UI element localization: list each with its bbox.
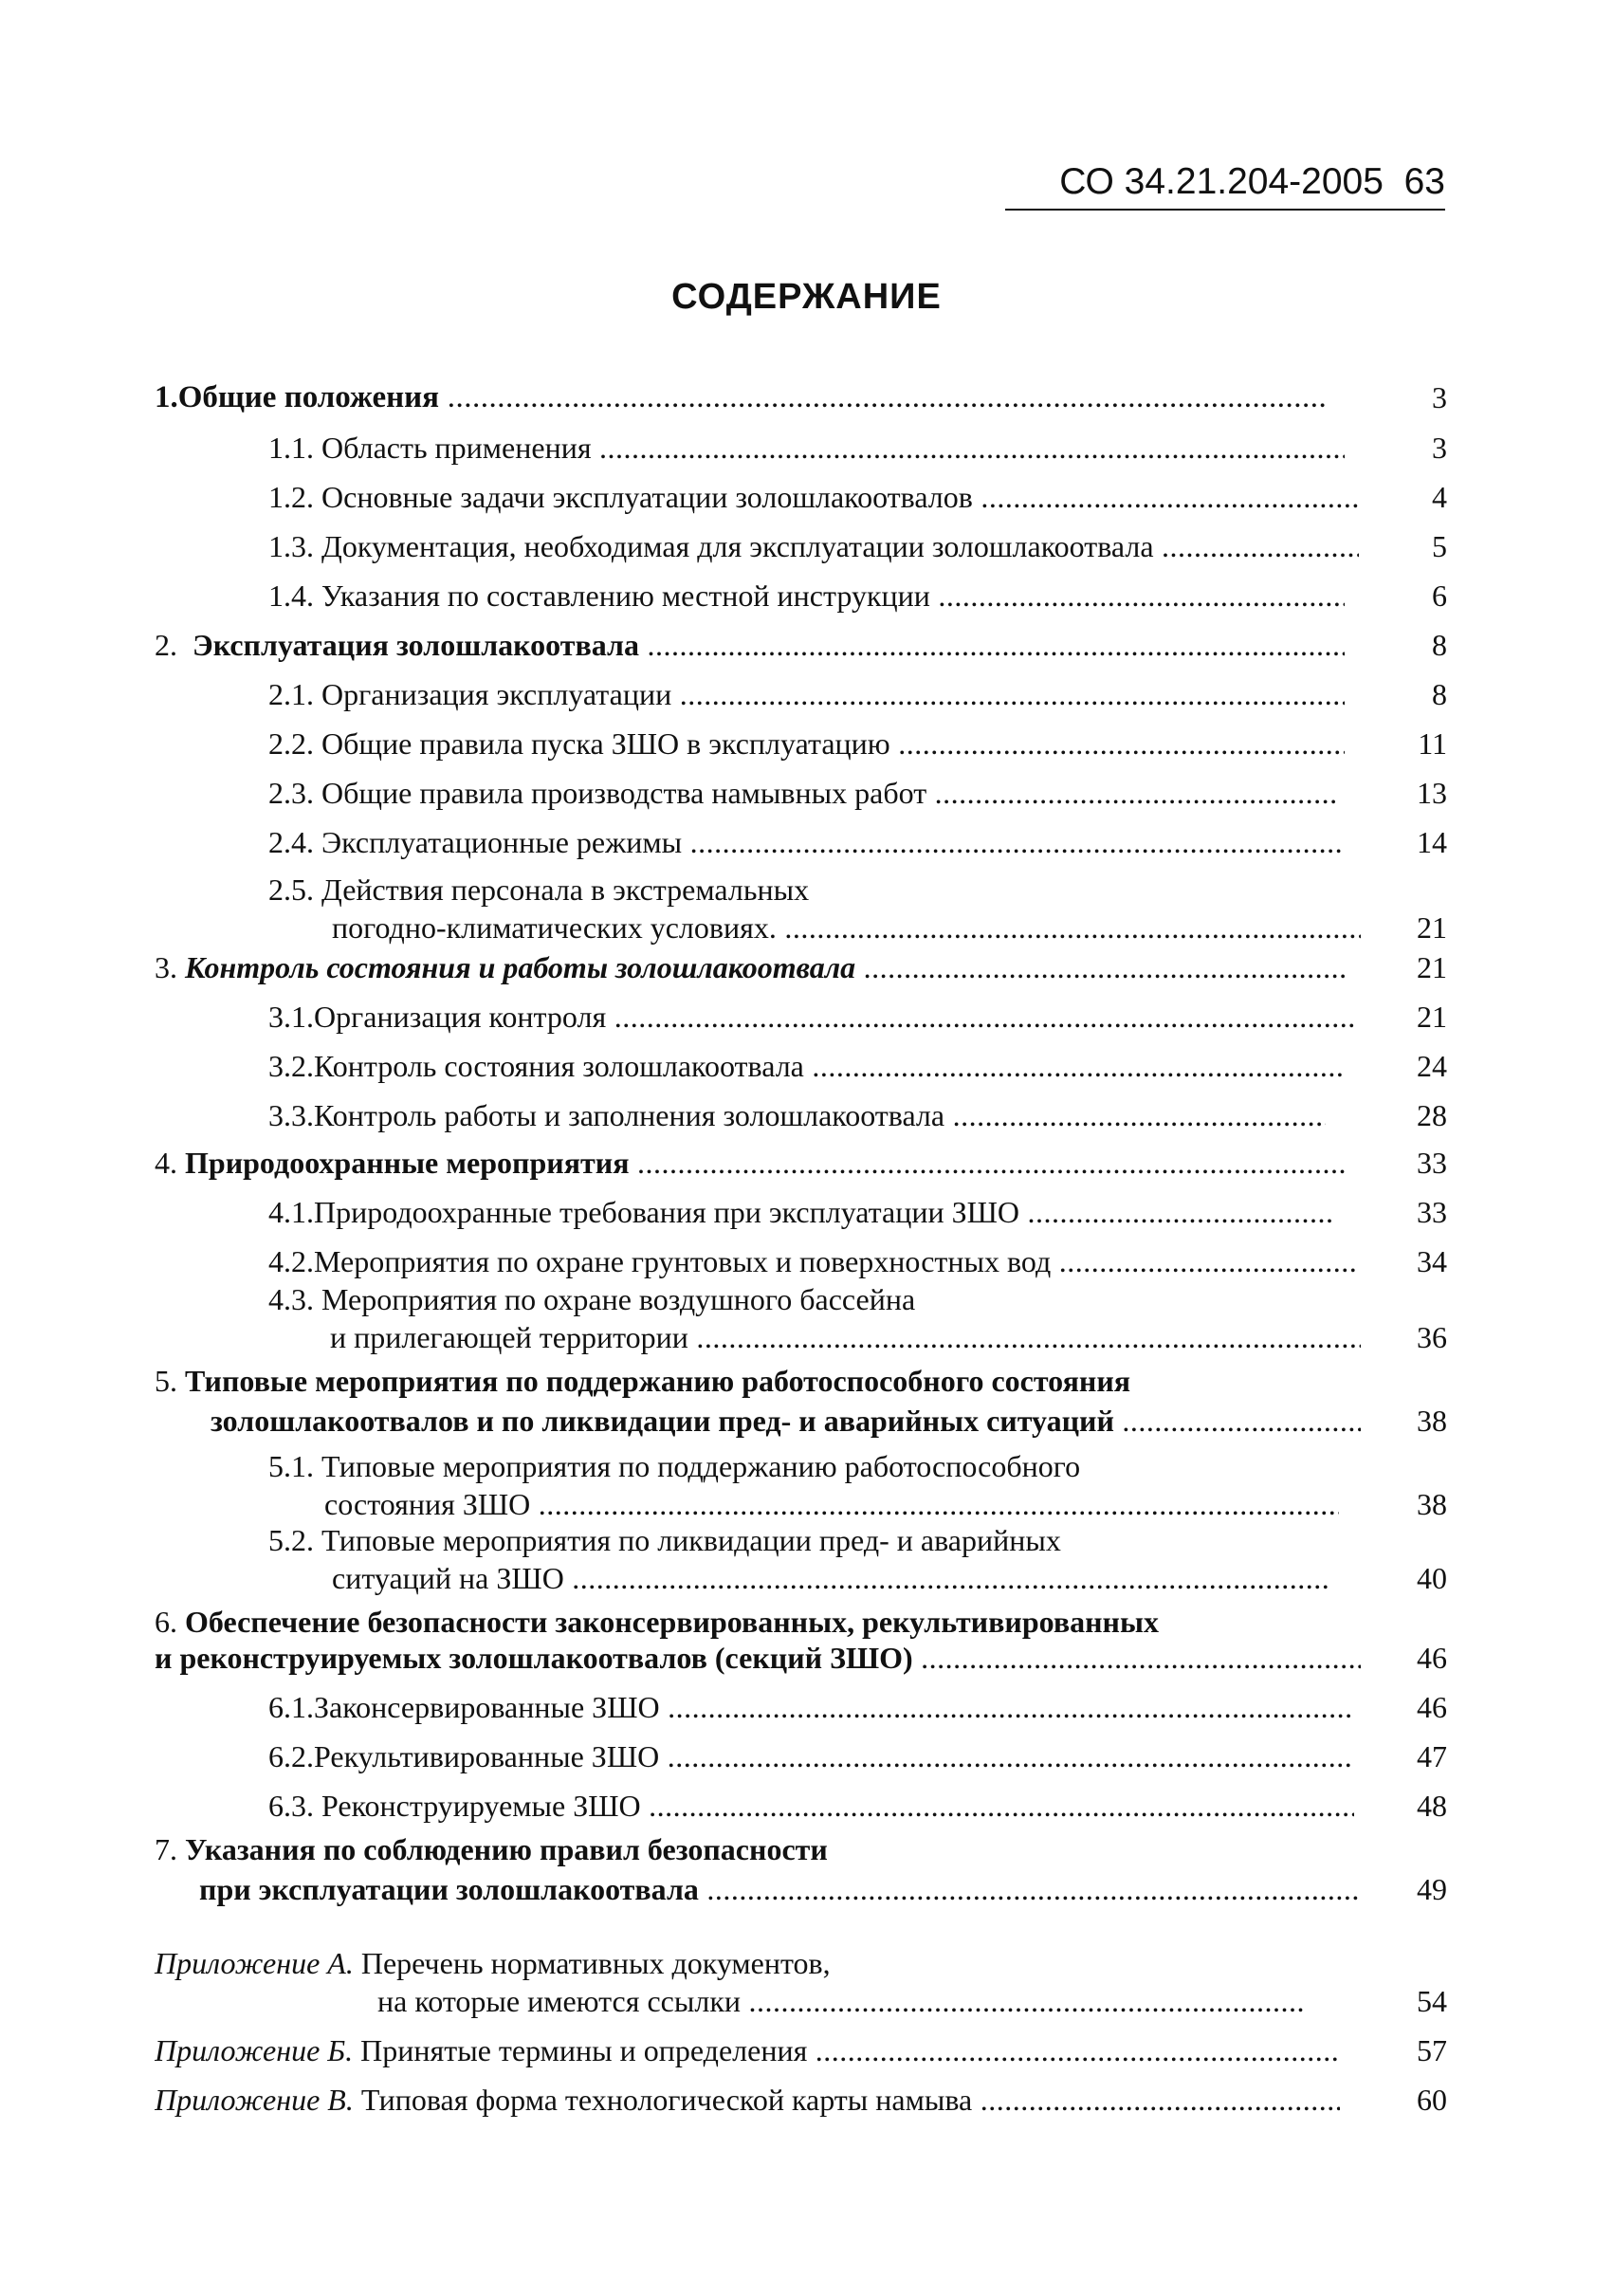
section-title: Общие положения [177, 380, 439, 414]
section-number: 1. [155, 380, 178, 414]
section-page: 38 [1417, 1404, 1447, 1438]
section-title-line2: и реконструируемых золошлакоотвалов (секций ЗШО) ..... [155, 1633, 1361, 1682]
section-number: 7. [155, 1832, 177, 1866]
section-number: 2. [155, 628, 177, 662]
toc-item-2-3 [0, 768, 1613, 817]
item-page: 11 [1418, 726, 1447, 761]
section-number: 6. [155, 1605, 177, 1639]
item-page: 33 [1417, 1195, 1447, 1229]
section-title: Обеспечение безопасности законсервированных, рекультивированных [185, 1605, 1159, 1639]
toc-item-1-1 [0, 423, 1613, 472]
section-page: 3 [1432, 380, 1447, 414]
appendix-prefix: Приложение А. [155, 1946, 354, 1980]
item-page: 36 [1417, 1320, 1447, 1354]
toc-item-3-1 [0, 992, 1613, 1041]
item-title: 3.2.Контроль состояния золошлакоотвала ..... [268, 1041, 1345, 1091]
item-title: 1.4. Указания по составлению местной инструкции ..... [268, 571, 1345, 620]
toc-section-4 [0, 1138, 1613, 1187]
appendix-prefix: Приложение Б. [155, 2033, 354, 2067]
item-page: 47 [1417, 1739, 1447, 1773]
appendix-prefix: Приложение В. [155, 2083, 354, 2117]
item-title: 4.1.Природоохранные требования при эксплуатации ЗШО ..... [268, 1187, 1335, 1237]
item-page: 38 [1417, 1487, 1447, 1521]
item-page: 21 [1417, 1000, 1447, 1034]
toc-section-2 [0, 620, 1613, 670]
item-title: и прилегающей территории ..... [330, 1313, 1361, 1362]
item-page: 6 [1432, 579, 1447, 613]
toc-item-6-3 [0, 1781, 1613, 1830]
section-page: 49 [1417, 1872, 1447, 1906]
toc-section-5-line1 [155, 1362, 1130, 1400]
section-title: Типовые мероприятия по поддержанию работоспособного состояния [185, 1364, 1131, 1398]
toc-section-5 [0, 1396, 1613, 1445]
appendix-title: Перечень нормативных документов, [353, 1946, 831, 1980]
item-title: 4.2.Мероприятия по охране грунтовых и поверхностных вод ..... [268, 1237, 1359, 1286]
toc-item-4-1 [0, 1187, 1613, 1237]
section-title: Контроль состояния и работы золошлакоотвала [185, 950, 856, 984]
section-page: 21 [1417, 950, 1447, 984]
toc-item-6-1 [0, 1682, 1613, 1732]
toc-item-2-5-line1: 2.5. Действия персонала в экстремальных [268, 872, 810, 907]
page-header [1005, 159, 1445, 211]
toc-item-3-3 [0, 1091, 1613, 1140]
item-page: 5 [1432, 529, 1447, 563]
item-title: 6.2.Рекультивированные ЗШО ..... [268, 1732, 1354, 1781]
toc-item-1-2 [0, 472, 1613, 522]
toc-appendix-b [0, 2026, 1613, 2075]
item-page: 48 [1417, 1789, 1447, 1823]
item-page: 34 [1417, 1244, 1447, 1278]
document-code: СО 34.21.204-2005 [1059, 161, 1384, 202]
appendix-title: Типовая форма технологической карты намыва [353, 2083, 973, 2117]
toc-item-1-4 [0, 571, 1613, 620]
toc-item-1-3 [0, 522, 1613, 571]
appendix-page: 54 [1417, 1984, 1447, 2018]
section-number: 4. [155, 1146, 177, 1180]
item-page: 28 [1417, 1098, 1447, 1132]
section-title: Указания по соблюдению правил безопасности [185, 1832, 828, 1866]
item-title: 6.1.Законсервированные ЗШО ..... [268, 1682, 1354, 1732]
item-title: 3.1.Организация контроля ..... [268, 992, 1354, 1041]
item-title: состояния ЗШО ..... [324, 1479, 1339, 1529]
section-title: Эксплуатация золошлакоотвала [192, 628, 639, 662]
page-title: СОДЕРЖАНИЕ [671, 277, 942, 317]
appendix-page: 60 [1417, 2083, 1447, 2117]
item-title: 6.3. Реконструируемые ЗШО ..... [268, 1781, 1354, 1830]
section-title: Природоохранные мероприятия [185, 1146, 630, 1180]
item-title: погодно-климатических условиях. ..... [332, 903, 1361, 952]
item-page: 8 [1432, 677, 1447, 711]
appendix-title: Принятые термины и определения [353, 2033, 808, 2067]
item-title: 2.1. Организация эксплуатации ..... [268, 670, 1345, 719]
item-title: 2.4. Эксплуатационные режимы ..... [268, 817, 1345, 867]
item-title: 1.2. Основные задачи эксплуатации золошлакоотвалов ..... [268, 472, 1359, 522]
toc-item-5-1-line1: 5.1. Типовые мероприятия по поддержанию работоспособного [268, 1449, 1081, 1483]
toc-section-7 [0, 1864, 1613, 1914]
toc-appendix-v [0, 2075, 1613, 2124]
item-page: 24 [1417, 1049, 1447, 1083]
toc-item-6-2 [0, 1732, 1613, 1781]
toc-item-4-3 [0, 1313, 1613, 1362]
section-title-line2: золошлакоотвалов и по ликвидации пред- и аварийных ситуаций ..... [211, 1396, 1361, 1445]
item-page: 4 [1432, 480, 1447, 514]
toc-section-3 [0, 943, 1613, 992]
section-page: 46 [1417, 1641, 1447, 1675]
section-number: 3. [155, 950, 177, 984]
item-page: 14 [1417, 825, 1447, 859]
appendix-page: 57 [1417, 2033, 1447, 2067]
toc-item-3-2 [0, 1041, 1613, 1091]
section-page: 8 [1432, 628, 1447, 662]
item-page: 13 [1417, 776, 1447, 810]
toc-item-2-2 [0, 719, 1613, 768]
item-title: 1.1. Область применения ..... [268, 423, 1345, 472]
toc-item-2-4 [0, 817, 1613, 867]
item-title: ситуаций на ЗШО ..... [332, 1553, 1328, 1603]
toc-item-5-2-line1: 5.2. Типовые мероприятия по ликвидации пред- и аварийных [268, 1523, 1061, 1557]
toc-item-4-2 [0, 1237, 1613, 1286]
item-title: 2.3. Общие правила производства намывных работ ..... [268, 768, 1335, 817]
page-number: 63 [1403, 161, 1445, 202]
section-title-line2: при эксплуатации золошлакоотвала ..... [199, 1864, 1361, 1914]
toc-item-4-3-line1: 4.3. Мероприятия по охране воздушного бассейна [268, 1282, 916, 1316]
toc-section-1 [0, 373, 1613, 422]
toc-section-7-line1 [155, 1830, 828, 1868]
section-number: 5. [155, 1364, 177, 1398]
item-page: 46 [1417, 1690, 1447, 1724]
toc-item-5-2 [0, 1553, 1613, 1603]
appendix-title-line2: на которые имеются ссылки ..... [377, 1976, 1307, 2026]
toc-item-2-1 [0, 670, 1613, 719]
section-page: 33 [1417, 1146, 1447, 1180]
toc-appendix-a [0, 1976, 1613, 2026]
item-title: 1.3. Документация, необходимая для эксплуатации золошлакоотвала ..... [268, 522, 1359, 571]
toc-section-6 [0, 1633, 1613, 1682]
item-page: 3 [1432, 431, 1447, 465]
item-page: 21 [1417, 910, 1447, 945]
item-title: 3.3.Контроль работы и заполнения золошлакоотвала ..... [268, 1091, 1326, 1140]
item-title: 2.2. Общие правила пуска ЗШО в эксплуатацию ..... [268, 719, 1345, 768]
item-page: 40 [1417, 1561, 1447, 1595]
